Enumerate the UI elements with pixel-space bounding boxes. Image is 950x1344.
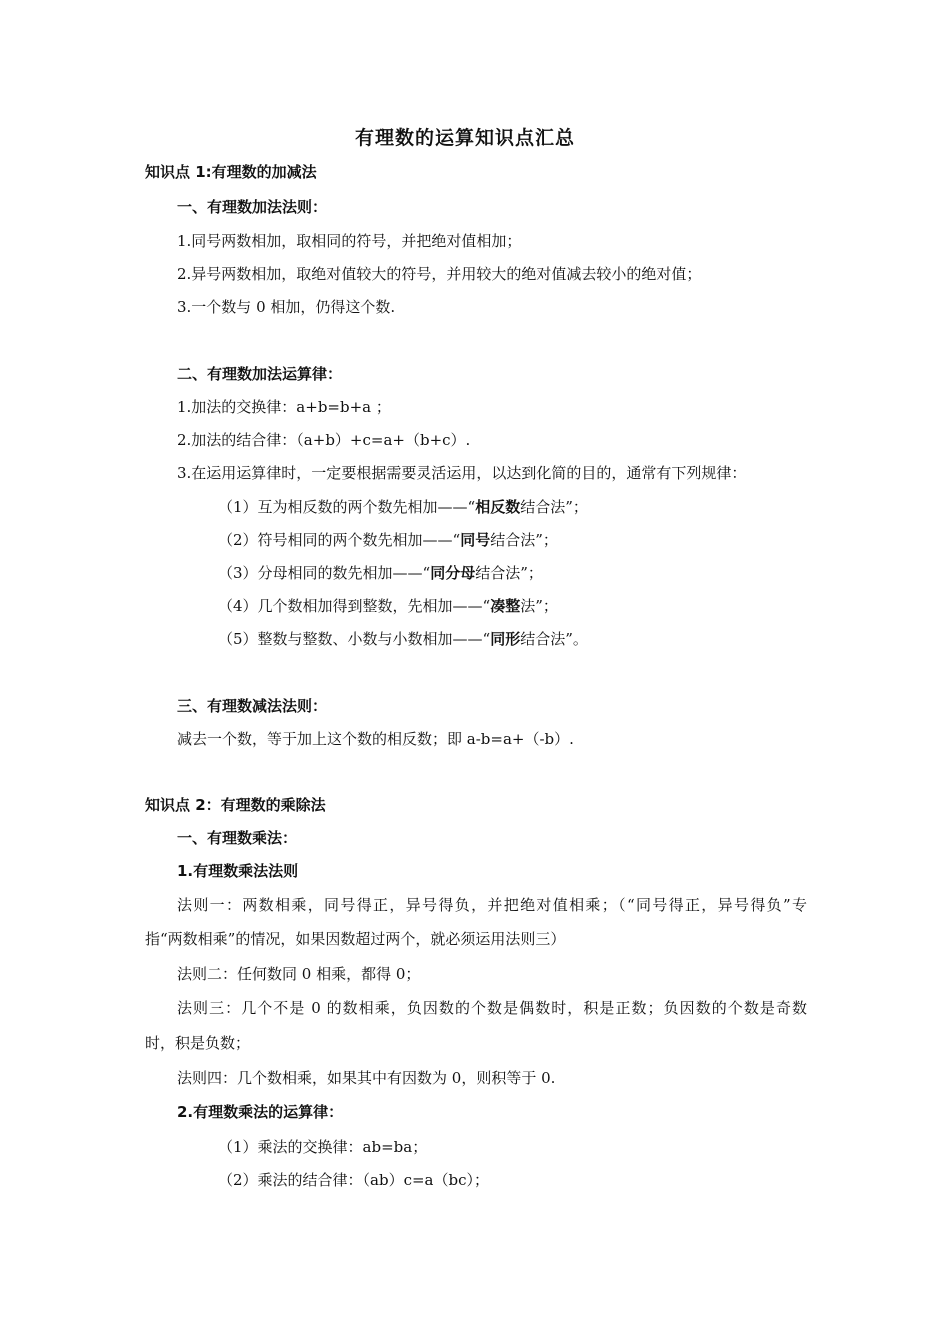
grouping-rule-2: （2）符号相同的两个数先相加——“同号结合法”； xyxy=(218,531,558,549)
section-heading-knowledge-1: 知识点 1:有理数的加减法 xyxy=(145,163,317,181)
addition-law-3: 3.在运用运算律时，一定要根据需要灵活运用，以达到化简的目的，通常有下列规律： xyxy=(177,464,747,482)
grouping-rule-1: （1）互为相反数的两个数先相加——“相反数结合法”； xyxy=(218,498,588,516)
page-title: 有理数的运算知识点汇总 xyxy=(355,127,576,149)
addition-rule-3: 3.一个数与 0 相加，仍得这个数. xyxy=(177,298,396,316)
grouping-rule-4: （4）几个数相加得到整数，先相加——“凑整法”； xyxy=(218,597,558,615)
addition-law-1: 1.加法的交换律：a+b=b+a ； xyxy=(177,398,391,416)
multiplication-rule-3-line-1: 法则三：几个不是 0 的数相乘，负因数的个数是偶数时，积是正数；负因数的个数是奇数 xyxy=(177,999,807,1017)
multiplication-law-1: （1）乘法的交换律：ab=ba； xyxy=(218,1138,428,1156)
subtraction-rule: 减去一个数，等于加上这个数的相反数；即 a-b=a+（-b）. xyxy=(177,730,574,748)
subsection-heading-addition-laws: 二、有理数加法运算律： xyxy=(177,365,343,383)
grouping-rule-5: （5）整数与整数、小数与小数相加——“同形结合法”。 xyxy=(218,630,588,648)
multiplication-rule-1-line-1: 法则一：两数相乘，同号得正，异号得负，并把绝对值相乘；（“同号得正，异号得负”专 xyxy=(177,896,807,914)
section-heading-knowledge-2: 知识点 2：有理数的乘除法 xyxy=(145,796,326,814)
multiplication-laws-heading: 2.有理数乘法的运算律： xyxy=(177,1103,344,1121)
subsection-heading-subtraction-rule: 三、有理数减法法则： xyxy=(177,697,328,715)
multiplication-rules-heading: 1.有理数乘法法则 xyxy=(177,862,299,880)
subsection-heading-multiplication: 一、有理数乘法： xyxy=(177,829,298,847)
addition-law-2: 2.加法的结合律：（a+b）+c=a+（b+c）. xyxy=(177,431,471,449)
addition-rule-1: 1.同号两数相加，取相同的符号，并把绝对值相加； xyxy=(177,232,522,250)
multiplication-rule-4: 法则四：几个数相乘，如果其中有因数为 0，则积等于 0. xyxy=(177,1069,556,1087)
addition-rule-2: 2.异号两数相加，取绝对值较大的符号，并用较大的绝对值减去较小的绝对值； xyxy=(177,265,702,283)
grouping-rule-3: （3）分母相同的数先相加——“同分母结合法”； xyxy=(218,564,543,582)
multiplication-rule-3-line-2: 时，积是负数； xyxy=(145,1034,251,1052)
subsection-heading-addition-rules: 一、有理数加法法则： xyxy=(177,198,328,216)
multiplication-rule-2: 法则二：任何数同 0 相乘，都得 0； xyxy=(177,965,421,983)
multiplication-law-2: （2）乘法的结合律：（ab）c=a（bc）； xyxy=(218,1171,490,1189)
multiplication-rule-1-line-2: 指“两数相乘”的情况，如果因数超过两个，就必须运用法则三） xyxy=(145,930,566,948)
